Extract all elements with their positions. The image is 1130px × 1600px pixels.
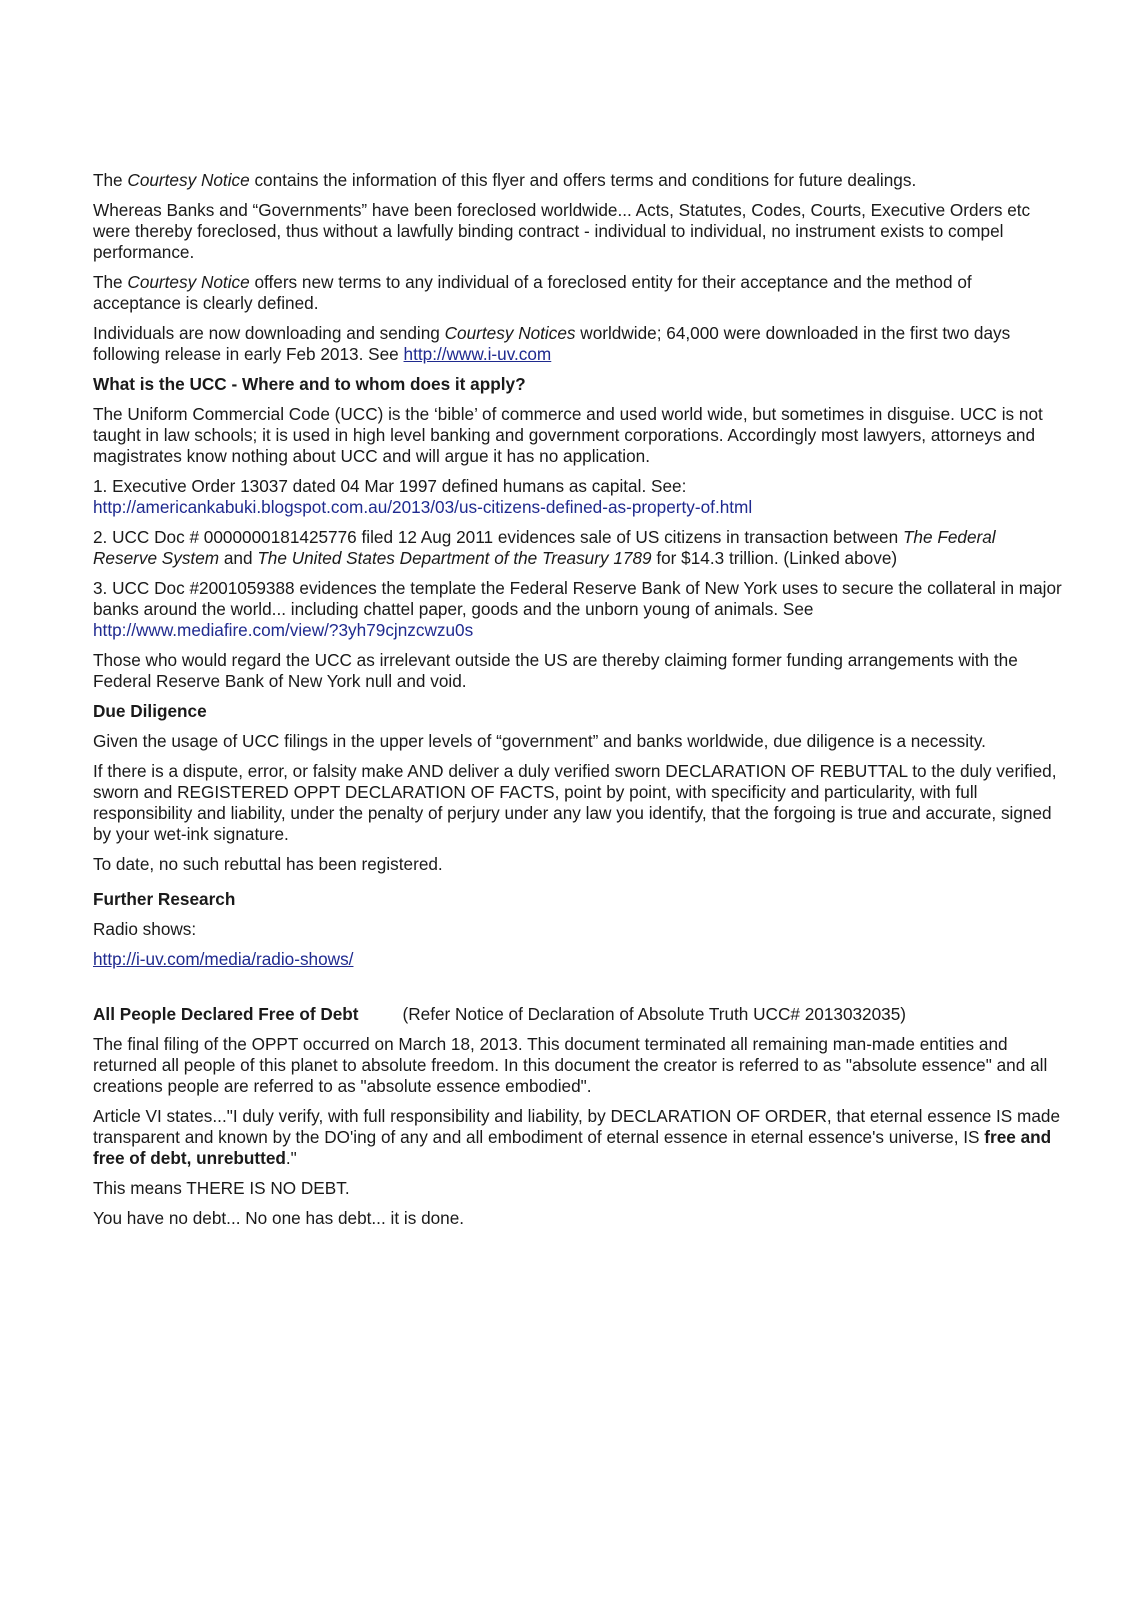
due-diligence-necessity: Given the usage of UCC filings in the upper levels of “government” and banks worldwide, due diligence is a necessity.: [93, 731, 986, 751]
rebuttal-paragraph: If there is a dispute, error, or falsity make AND deliver a duly verified sworn DECLARATION OF REBUTTAL to the duly verified, sworn and REGISTERED OPPT DECLARATION OF FACTS, point by point, with specificity and particularity, with full responsibility and liability, under the penalty of perjury under any law you identify, that the forgoing is true and accurate, signed by your wet-ink signature.: [93, 761, 1057, 844]
ucc-description: The Uniform Commercial Code (UCC) is the ‘bible’ of commerce and used world wide, but sometimes in disguise. UCC is not taught in law schools; it is used in high level banking and government corporations. Accordingly most lawyers, attorneys and magistrates know nothing about UCC and will argue it has no application.: [93, 404, 1043, 466]
document-page: [93, 170, 1063, 1238]
courtesy-notices-title: Courtesy Notices: [444, 323, 576, 343]
americankabuki-link[interactable]: http://americankabuki.blogspot.com.au/2013/03/us-citizens-defined-as-property-of.html: [93, 497, 753, 517]
mediafire-link[interactable]: http://www.mediafire.com/view/?3yh79cjnzcwzu0s: [93, 620, 474, 640]
radio-shows-label: Radio shows:: [93, 919, 197, 939]
foreclosure-paragraph: Whereas Banks and “Governments” have been foreclosed worldwide... Acts, Statutes, Codes, Courts, Executive Orders etc were thereby foreclosed, thus without a lawfully binding contract - individual to individual, no instrument exists to compel performance.: [93, 200, 1031, 262]
closing-statement: You have no debt... No one has debt... it is done.: [93, 1208, 465, 1228]
no-rebuttal-paragraph: To date, no such rebuttal has been registered.: [93, 854, 443, 874]
courtesy-notice-title: Courtesy Notice: [127, 272, 250, 292]
radio-shows-link[interactable]: http://i-uv.com/media/radio-shows/: [93, 949, 354, 969]
courtesy-notice-title: Courtesy Notice: [127, 170, 250, 190]
no-debt-statement: This means THERE IS NO DEBT.: [93, 1178, 350, 1198]
new-terms-paragraph: The Courtesy Notice offers new terms to any individual of a foreclosed entity for their acceptance and the method of acceptance is clearly defined.: [93, 272, 972, 313]
downloads-paragraph: Individuals are now downloading and sending Courtesy Notices worldwide; 64,000 were downloaded in the first two days following release in early Feb 2013. See http://www.i-uv.com: [93, 323, 1011, 364]
free-of-debt-heading: All People Declared Free of Debt (Refer Notice of Declaration of Absolute Truth UCC# 2013032035): [93, 1004, 907, 1024]
declaration-reference: (Refer Notice of Declaration of Absolute Truth UCC# 2013032035): [402, 1004, 907, 1024]
ucc-heading: What is the UCC - Where and to whom does it apply?: [93, 374, 526, 394]
article-vi-paragraph: Article VI states..."I duly verify, with full responsibility and liability, by DECLARATION OF ORDER, that eternal essence IS made transparent and known by the DO'ing of any and all embodiment of eternal essence in eternal essence's universe, IS free and free of debt, unrebutted.": [93, 1106, 1061, 1168]
ucc-item-1: 1. Executive Order 13037 dated 04 Mar 1997 defined humans as capital. See: http://americankabuki.blogspot.com.au/2013/03/us-citizens-defined-as-property-of.html: [93, 476, 753, 517]
ucc-item-3: 3. UCC Doc #2001059388 evidences the template the Federal Reserve Bank of New York uses to secure the collateral in major banks around the world... including chattel paper, goods and the unborn young of animals. See http://www.mediafire.com/view/?3yh79cjnzcwzu0s: [93, 578, 1062, 640]
further-research-heading: Further Research: [93, 889, 236, 909]
ucc-irrelevance-paragraph: Those who would regard the UCC as irrelevant outside the US are thereby claiming former funding arrangements with the Federal Reserve Bank of New York null and void.: [93, 650, 1018, 691]
final-filing-paragraph: The final filing of the OPPT occurred on March 18, 2013. This document terminated all remaining man-made entities and returned all people of this planet to absolute freedom. In this document the creator is referred to as "absolute essence" and all creations people are referred to as "absolute essence embodied".: [93, 1034, 1048, 1096]
ucc-item-2: 2. UCC Doc # 0000000181425776 filed 12 Aug 2011 evidences sale of US citizens in transaction between The Federal Reserve System and The United States Department of the Treasury 1789 for $14.3 trillion. (Linked above): [93, 527, 996, 568]
courtesy-notice-intro: The Courtesy Notice contains the information of this flyer and offers terms and conditions for future dealings.: [93, 170, 917, 190]
i-uv-link[interactable]: http://www.i-uv.com: [403, 344, 552, 364]
radio-shows-paragraph: [93, 949, 1063, 970]
due-diligence-heading: Due Diligence: [93, 701, 207, 721]
